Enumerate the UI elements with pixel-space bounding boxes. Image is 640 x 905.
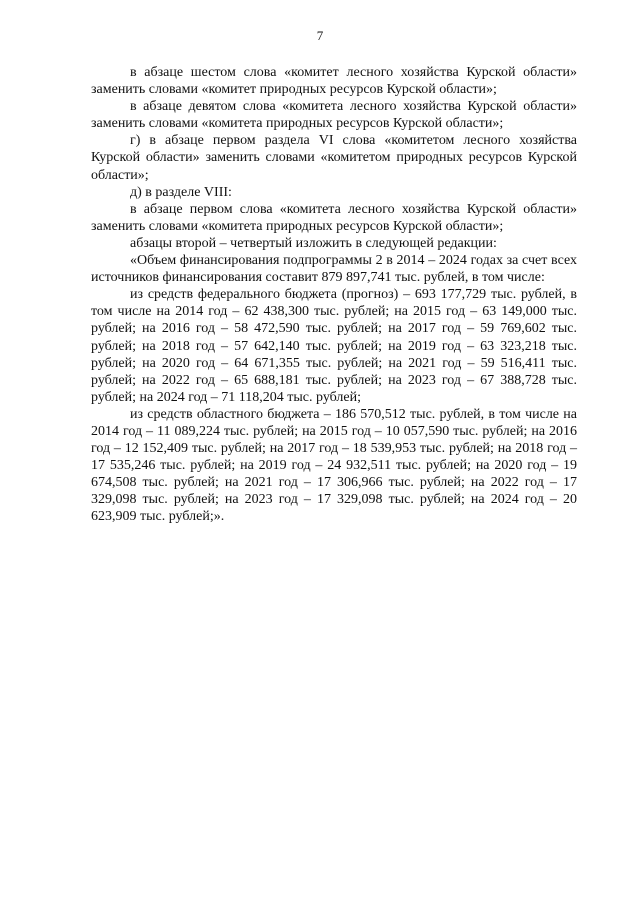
paragraph-abzac-6: в абзаце шестом слова «комитет лесного хозяйства Курской области» заменить словами «комитет природных ресурсов Курской области»; (91, 65, 577, 98)
paragraph-financing-total: «Объем финансирования подпрограммы 2 в 2014 – 2024 годах за счет всех источников финансирования составит 879 897,741 тыс. рублей, в том числе: (91, 253, 577, 286)
paragraph-regional-budget: из средств областного бюджета – 186 570,512 тыс. рублей, в том числе на 2014 год – 11 089,224 тыс. рублей; на 2015 год – 10 057,590 тыс. рублей; на 2016 год – 12 152,409 тыс. рублей; на 2017 год – 18 539,953 тыс. рублей; на 2018 год – 17 535,246 тыс. рублей; на 2019 год – 24 932,511 тыс. рублей; на 2020 год – 19 674,508 тыс. рублей; на 2021 год – 17 306,966 тыс. рублей; на 2022 год – 17 329,098 тыс. рублей; на 2023 год – 17 329,098 тыс. рублей; на 2024 год – 20 623,909 тыс. рублей;». (91, 406, 577, 525)
paragraph-razdel-6: г) в абзаце первом раздела VI слова «комитетом лесного хозяйства Курской области» заменить словами «комитетом природных ресурсов Курской области»; (91, 133, 577, 183)
paragraph-razdel-8-heading: д) в разделе VIII: (130, 184, 232, 200)
page-number: 7 (316, 28, 324, 43)
paragraph-abzac-9: в абзаце девятом слова «комитета лесного хозяйства Курской области» заменить словами «комитета природных ресурсов Курской области»; (91, 99, 577, 132)
document-body (91, 64, 577, 526)
paragraph-razdel-8-abzac-1: в абзаце первом слова «комитета лесного хозяйства Курской области» заменить словами «комитета природных ресурсов Курской области»; (91, 201, 577, 234)
paragraph-new-edition-intro: абзацы второй – четвертый изложить в следующей редакции: (130, 235, 497, 251)
paragraph-federal-budget: из средств федерального бюджета (прогноз) – 693 177,729 тыс. рублей, в том числе на 2014 год – 62 438,300 тыс. рублей; на 2015 год – 63 149,000 тыс. рублей; на 2016 год – 58 472,590 тыс. рублей; на 2017 год – 59 769,602 тыс. рублей; на 2018 год – 57 642,140 тыс. рублей; на 2019 год – 63 323,218 тыс. рублей; на 2020 год – 64 671,355 тыс. рублей; на 2021 год – 59 516,411 тыс. рублей; на 2022 год – 65 688,181 тыс. рублей; на 2023 год – 67 388,728 тыс. рублей; на 2024 год – 71 118,204 тыс. рублей; (91, 287, 577, 405)
